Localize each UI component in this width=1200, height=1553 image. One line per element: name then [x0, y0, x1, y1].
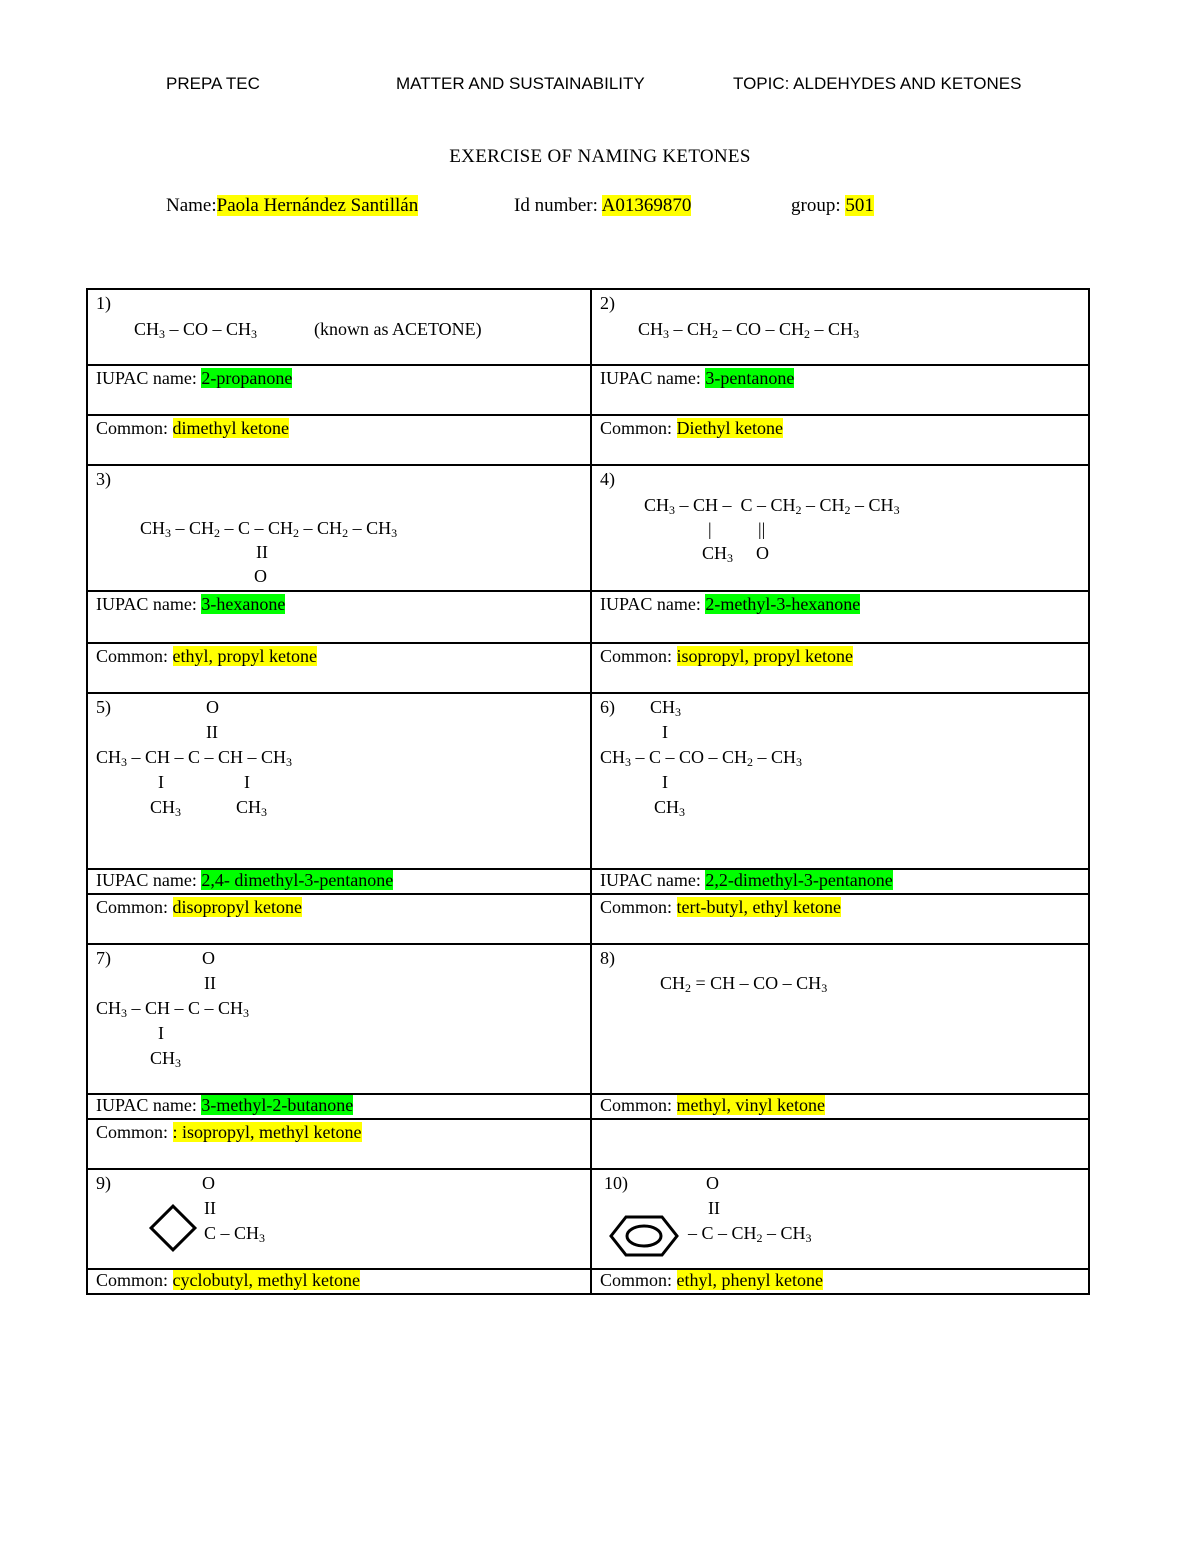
exercise-table — [86, 288, 1090, 1295]
benzene-ring-icon — [608, 1214, 680, 1258]
exercise-1-structure — [87, 289, 591, 365]
common-label: Common: — [96, 1122, 173, 1142]
exercise-3-common — [87, 643, 591, 693]
exercise-number: 6) — [600, 697, 615, 717]
double-bond: II — [206, 722, 218, 742]
iupac-label: IUPAC name: — [600, 870, 706, 890]
formula: $CH_3$ – CH – C – $CH_2 - CH_2 - CH_3$ — [644, 495, 900, 517]
exercise-number: 9) — [96, 1173, 111, 1193]
formula: – C – $CH_2 - CH_3$ — [688, 1223, 812, 1245]
iupac-answer: 3-hexanone — [201, 594, 286, 614]
common-label: Common: — [600, 1270, 677, 1290]
common-label: Common: — [600, 418, 677, 438]
iupac-answer: 2,2-dimethyl-3-pentanone — [705, 870, 893, 890]
exercise-5-structure — [87, 693, 591, 869]
oxygen: O — [706, 1173, 719, 1193]
exercise-2-common — [591, 415, 1089, 465]
iupac-answer: 3-methyl-2-butanone — [201, 1095, 354, 1115]
exercise-8-structure — [591, 944, 1089, 1094]
exercise-9-structure — [87, 1169, 591, 1269]
exercise-4-iupac — [591, 591, 1089, 643]
common-answer: Diethyl ketone — [676, 418, 783, 438]
common-answer: dimethyl ketone — [172, 418, 289, 438]
student-name-field — [166, 195, 418, 217]
iupac-label: IUPAC name: — [600, 368, 706, 388]
exercise-7-structure — [87, 944, 591, 1094]
formula: $CH_3$ – CH – C – CH – $CH_3$ — [96, 747, 293, 769]
exercise-3-iupac — [87, 591, 591, 643]
iupac-answer: 2,4- dimethyl-3-pentanone — [201, 870, 394, 890]
common-answer: tert-butyl, ethyl ketone — [676, 897, 841, 917]
exercise-number: 4) — [600, 469, 615, 489]
double-bond: || — [758, 519, 766, 539]
single-bond: I — [244, 772, 250, 792]
formula: $CH_3$ – C – CO – $CH_2 - CH_3$ — [600, 747, 803, 769]
id-number-field — [514, 195, 691, 217]
formula: $CH_3$ – CO – $CH_3$ — [134, 319, 258, 341]
iupac-label: IUPAC name: — [600, 594, 706, 614]
common-answer: methyl, vinyl ketone — [676, 1095, 825, 1115]
common-label: Common: — [600, 1095, 677, 1115]
oxygen: O — [206, 697, 219, 717]
methyl: $CH_3$ — [702, 543, 734, 565]
formula: $CH_3 - CH_2$ – C – $CH_2 - CH_2 - CH_3$ — [140, 518, 398, 540]
exercise-10-common — [591, 1269, 1089, 1294]
exercise-7-iupac — [87, 1094, 591, 1119]
oxygen: O — [756, 543, 769, 563]
methyl: $CH_3$ — [150, 797, 182, 819]
group-number: 501 — [845, 195, 874, 216]
single-bond: | — [708, 519, 712, 539]
exercise-8-common — [591, 1094, 1089, 1119]
exercise-1-iupac — [87, 365, 591, 415]
formula: $CH_3 - CH_2$ – CO – $CH_2 - CH_3$ — [638, 319, 860, 341]
exercise-4-structure — [591, 465, 1089, 591]
exercise-1-common — [87, 415, 591, 465]
id-number: A01369870 — [601, 195, 692, 216]
iupac-label: IUPAC name: — [96, 1095, 202, 1115]
iupac-answer: 2-methyl-3-hexanone — [705, 594, 861, 614]
exercise-5-common — [87, 894, 591, 944]
exercise-3-structure — [87, 465, 591, 591]
exercise-number: 5) — [96, 697, 111, 717]
oxygen: O — [202, 948, 215, 968]
exercise-number: 2) — [600, 293, 615, 313]
exercise-6-common — [591, 894, 1089, 944]
exercise-number: 1) — [96, 293, 111, 313]
student-name: Paola Hernández Santillán — [216, 195, 419, 216]
iupac-label: IUPAC name: — [96, 368, 202, 388]
name-label: Name: — [166, 195, 217, 216]
common-answer: : isopropyl, methyl ketone — [172, 1122, 362, 1142]
header-subject: MATTER AND SUSTAINABILITY — [396, 74, 645, 93]
id-label: Id number: — [514, 195, 602, 216]
common-label: Common: — [600, 646, 677, 666]
common-answer: isopropyl, propyl ketone — [676, 646, 853, 666]
common-answer: ethyl, propyl ketone — [172, 646, 317, 666]
iupac-label: IUPAC name: — [96, 870, 202, 890]
common-answer: cyclobutyl, methyl ketone — [172, 1270, 360, 1290]
methyl: $CH_3$ — [236, 797, 268, 819]
common-answer: ethyl, phenyl ketone — [676, 1270, 823, 1290]
single-bond: I — [662, 722, 668, 742]
formula: $CH_3$ – CH – C – $CH_3$ — [96, 998, 250, 1020]
double-bond: II — [204, 973, 216, 993]
formula: $CH_2$ = CH – CO – $CH_3$ — [660, 973, 828, 995]
single-bond: I — [158, 772, 164, 792]
methyl: $CH_3$ — [654, 797, 686, 819]
iupac-answer: 2-propanone — [201, 368, 293, 388]
exercise-5-iupac — [87, 869, 591, 894]
exercise-number: 3) — [96, 469, 111, 489]
common-label: Common: — [96, 418, 173, 438]
single-bond: I — [662, 772, 668, 792]
exercise-2-iupac — [591, 365, 1089, 415]
exercise-number: 7) — [96, 948, 111, 968]
cyclobutyl-ring-icon — [149, 1204, 197, 1252]
iupac-label: IUPAC name: — [96, 594, 202, 614]
group-field — [791, 195, 874, 217]
double-bond: II — [256, 542, 268, 562]
exercise-2-structure — [591, 289, 1089, 365]
exercise-9-common — [87, 1269, 591, 1294]
header-topic: TOPIC: ALDEHYDES AND KETONES — [733, 74, 1022, 93]
double-bond: II — [708, 1198, 720, 1218]
common-label: Common: — [96, 646, 173, 666]
header-school: PREPA TEC — [166, 74, 260, 93]
oxygen: O — [202, 1173, 215, 1193]
exercise-6-iupac — [591, 869, 1089, 894]
page-title: EXERCISE OF NAMING KETONES — [449, 146, 751, 167]
exercise-7-common — [87, 1119, 591, 1169]
exercise-number: 10) — [604, 1173, 628, 1193]
exercise-10-structure — [591, 1169, 1089, 1269]
acetone-note: (known as ACETONE) — [314, 319, 482, 339]
methyl: $CH_3$ — [650, 697, 682, 719]
exercise-6-structure — [591, 693, 1089, 869]
common-answer: disopropyl ketone — [172, 897, 302, 917]
oxygen: O — [254, 566, 267, 586]
group-label: group: — [791, 195, 846, 216]
formula: C – $CH_3$ — [204, 1223, 266, 1245]
common-label: Common: — [600, 897, 677, 917]
iupac-answer: 3-pentanone — [705, 368, 795, 388]
exercise-4-common — [591, 643, 1089, 693]
single-bond: I — [158, 1023, 164, 1043]
empty-cell — [591, 1119, 1089, 1169]
methyl: $CH_3$ — [150, 1048, 182, 1070]
common-label: Common: — [96, 1270, 173, 1290]
common-label: Common: — [96, 897, 173, 917]
double-bond: II — [204, 1198, 216, 1218]
exercise-number: 8) — [600, 948, 615, 968]
